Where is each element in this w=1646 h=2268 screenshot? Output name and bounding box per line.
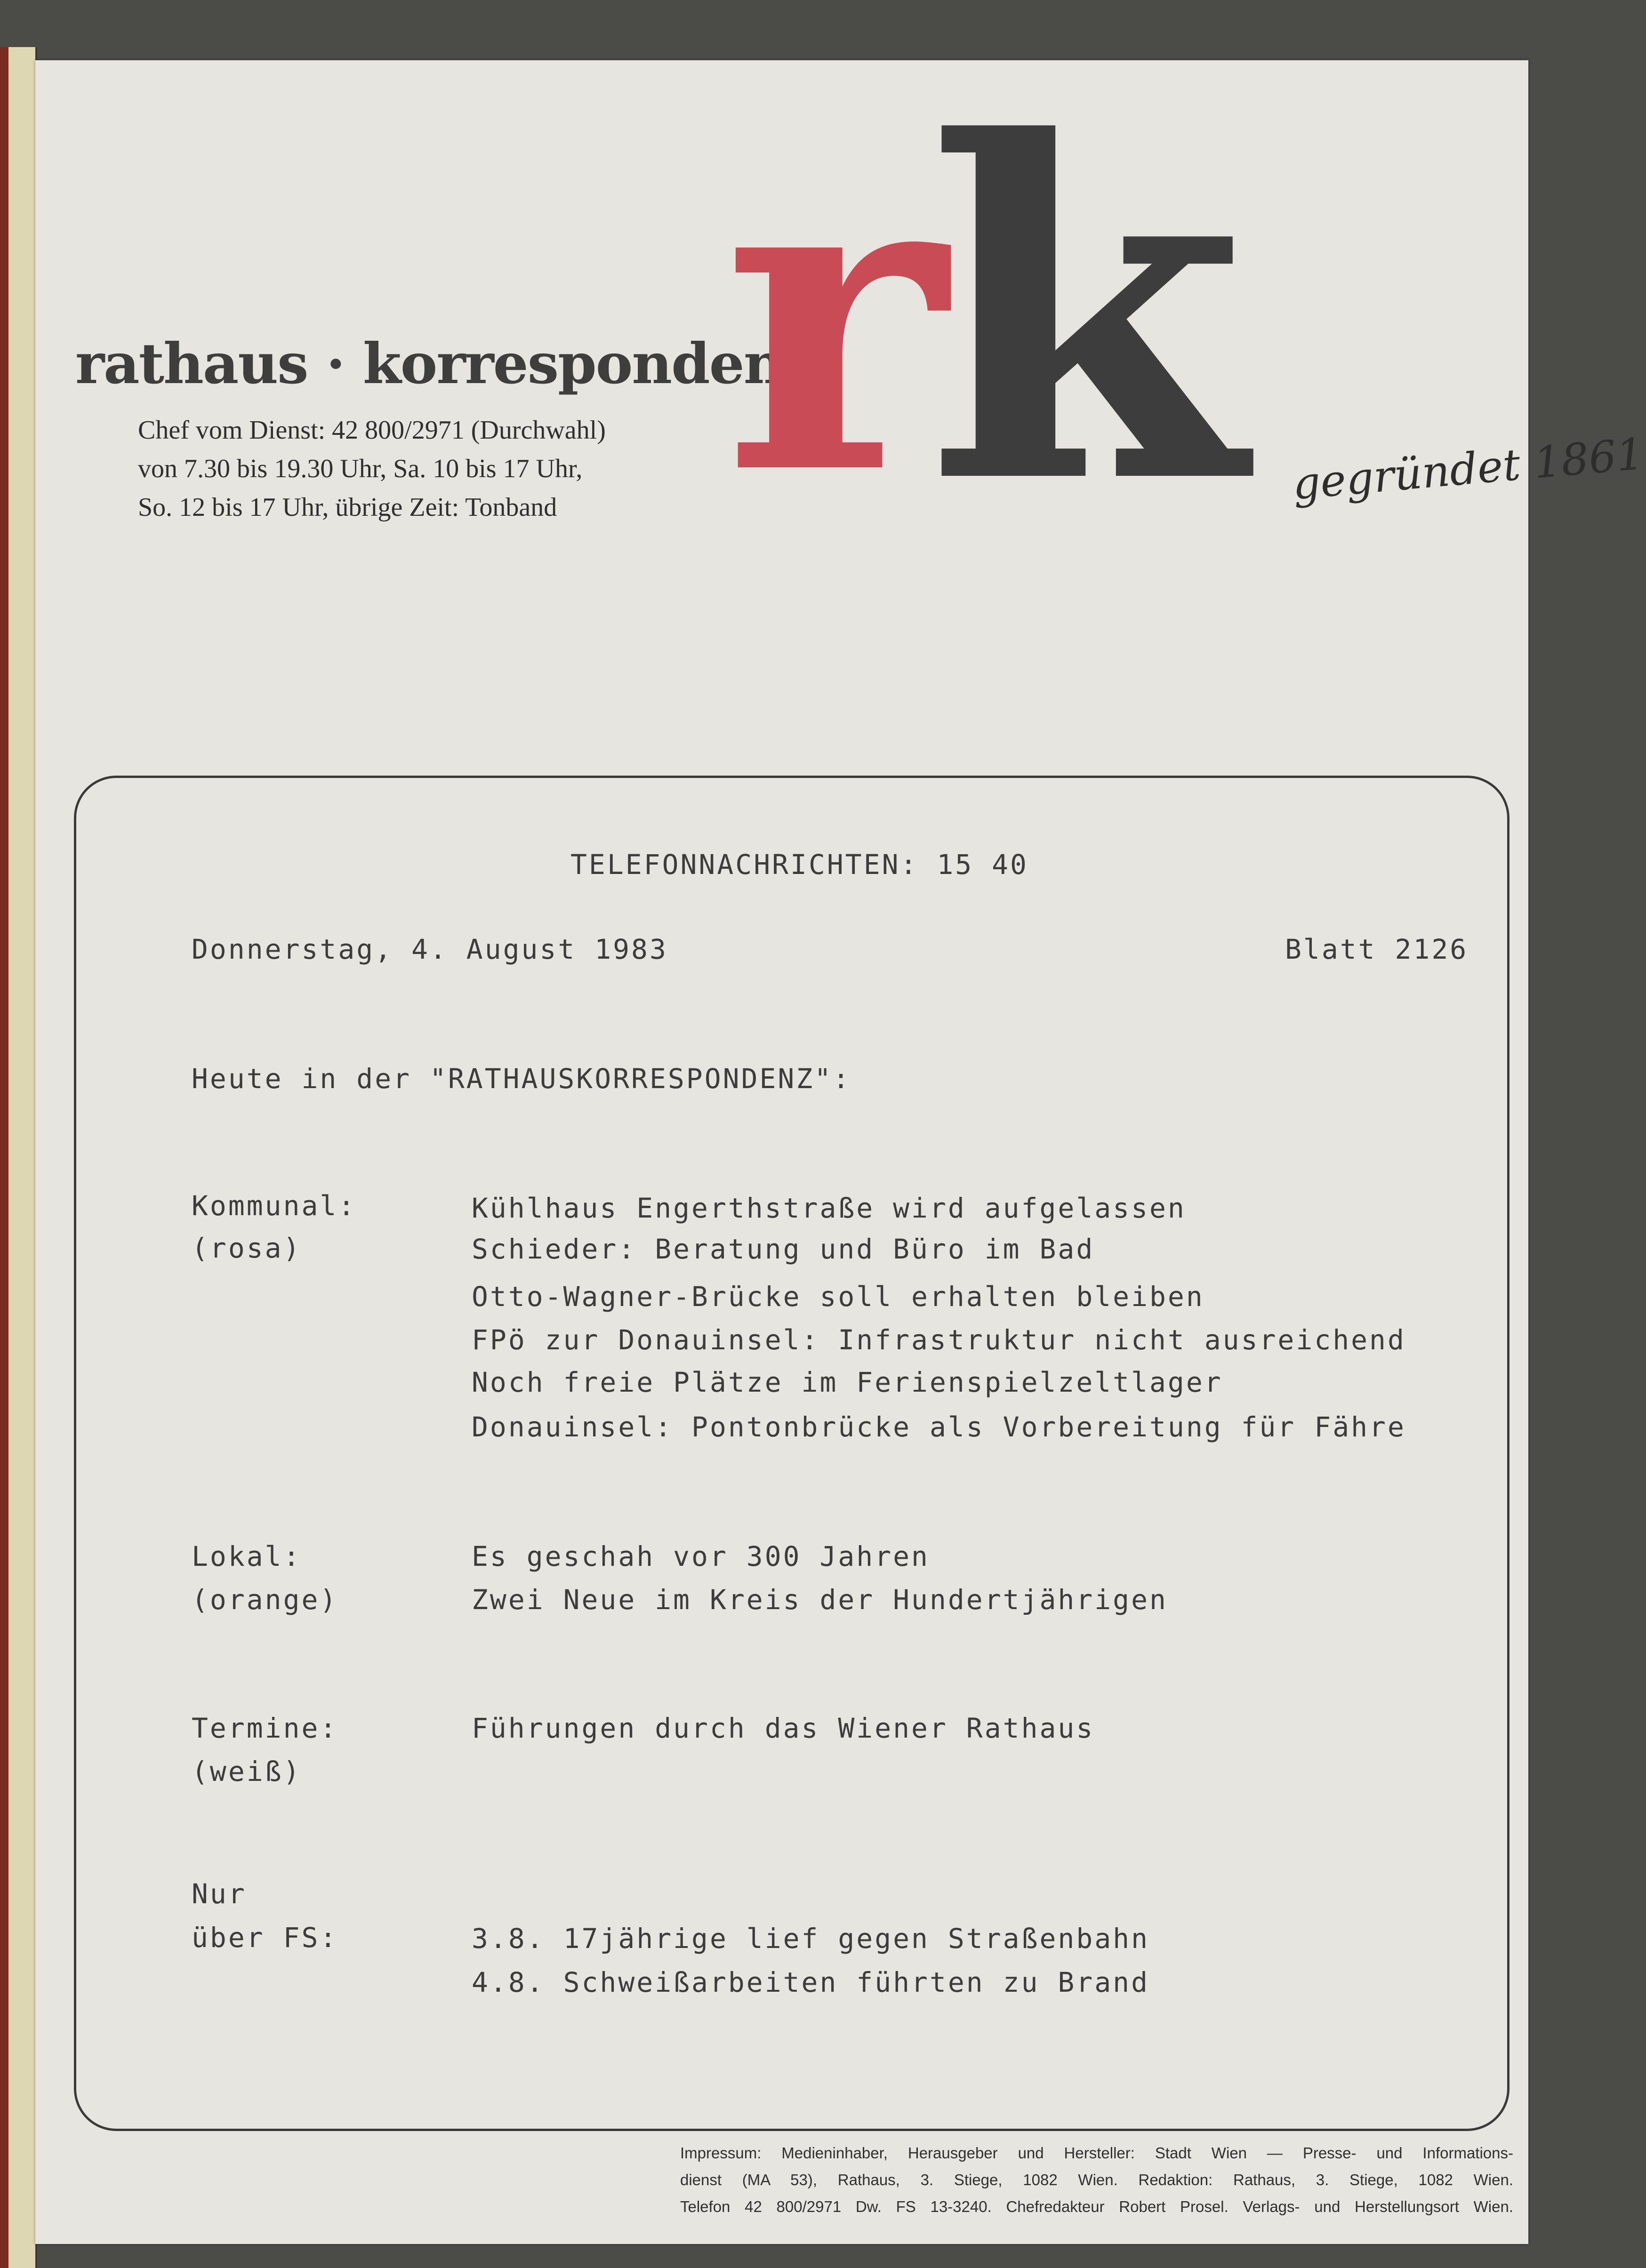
news-item: Donauinsel: Pontonbrücke als Vorbereitung für Fähre <box>472 1411 1406 1443</box>
document-page <box>35 43 1646 2244</box>
section-label: Termine: <box>192 1712 338 1744</box>
section-label: Kommunal: <box>192 1190 357 1222</box>
bulletin-header: TELEFONNACHRICHTEN: 15 40 <box>570 849 1028 881</box>
contact-line: Chef vom Dienst: 42 800/2971 (Durchwahl) <box>138 416 606 445</box>
bulletin-intro: Heute in der "RATHAUSKORRESPONDENZ": <box>192 1063 851 1095</box>
binding-edge <box>0 47 8 2268</box>
imprint-line: Impressum: Medieninhaber, Herausgeber und Hersteller: Stadt Wien — Presse- und Informations- <box>680 2144 1513 2162</box>
section-label: Lokal: <box>192 1540 302 1572</box>
news-item: Noch freie Plätze im Ferienspielzeltlager <box>472 1366 1223 1398</box>
imprint-line: dienst (MA 53), Rathaus, 3. Stiege, 1082 Wien. Redaktion: Rathaus, 3. Stiege, 1082 Wien. <box>680 2171 1513 2188</box>
contact-line: So. 12 bis 17 Uhr, übrige Zeit: Tonband <box>138 493 557 522</box>
section-label-color: (weiß) <box>192 1755 302 1787</box>
news-item: Otto-Wagner-Brücke soll erhalten bleiben <box>472 1281 1204 1313</box>
founded-signature: gegründet 1861 <box>1290 428 1646 510</box>
news-item: Führungen durch das Wiener Rathaus <box>472 1712 1095 1744</box>
news-item: 4.8. Schweißarbeiten führten zu Brand <box>472 1966 1150 1998</box>
section-label: Nur <box>192 1878 247 1910</box>
contact-line: von 7.30 bis 19.30 Uhr, Sa. 10 bis 17 Uhr, <box>138 454 583 483</box>
news-item: Kühlhaus Engerthstraße wird aufgelassen <box>472 1192 1186 1224</box>
imprint <box>680 2140 1513 2220</box>
logo-letter-r: r <box>723 70 928 568</box>
section-label-color: (rosa) <box>192 1232 302 1264</box>
sheet-number: Blatt 2126 <box>1285 933 1469 965</box>
section-label-channel: über FS: <box>192 1922 338 1954</box>
logo-letter-k: k <box>926 43 1246 585</box>
contact-info <box>138 411 656 527</box>
masthead-title: rathaus · korrespondenz <box>75 331 814 396</box>
bulletin-box <box>74 776 1510 2131</box>
news-item: Schieder: Beratung und Büro im Bad <box>472 1233 1095 1265</box>
news-item: Zwei Neue im Kreis der Hundertjährigen <box>472 1584 1168 1616</box>
news-item: FPö zur Donauinsel: Infrastruktur nicht ausreichend <box>472 1324 1406 1356</box>
bulletin-date: Donnerstag, 4. August 1983 <box>192 933 668 965</box>
imprint-line: Telefon 42 800/2971 Dw. FS 13-3240. Chefredakteur Robert Prosel. Verlags- und Herstellungsort Wien. <box>680 2198 1513 2215</box>
news-item: Es geschah vor 300 Jahren <box>472 1540 930 1572</box>
section-label-color: (orange) <box>192 1584 338 1616</box>
news-item: 3.8. 17jährige lief gegen Straßenbahn <box>472 1923 1150 1955</box>
rk-logo <box>723 43 1265 585</box>
